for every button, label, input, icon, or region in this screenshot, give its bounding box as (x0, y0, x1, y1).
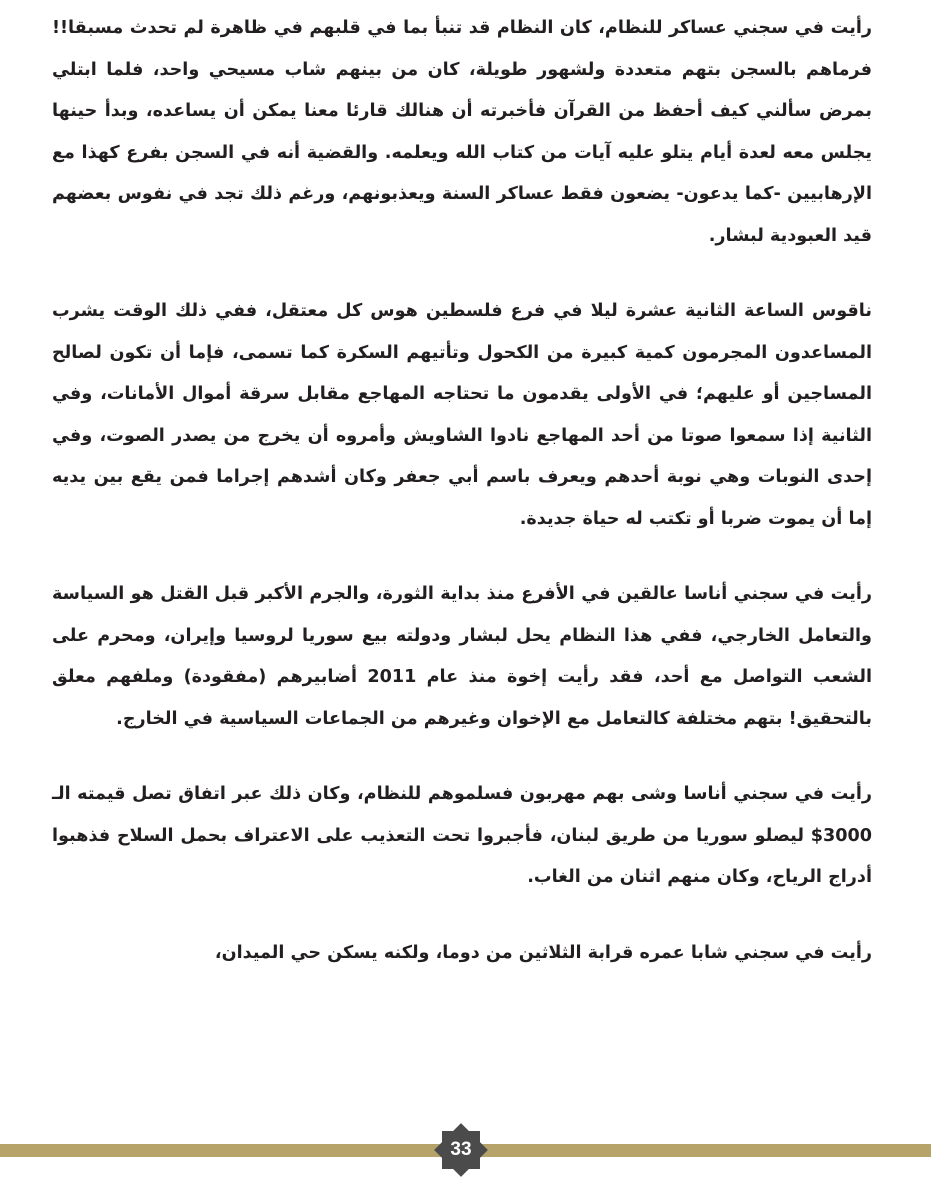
page-number: 33 (450, 1139, 472, 1160)
paragraph-3: رأيت في سجني أناسا عالقين في الأفرع منذ بداية الثورة، والجرم الأكبر قبل القتل هو السياسة والتعامل الخارجي، ففي هذا النظام يحل لبشار ودولته بيع سوريا لروسيا وإيران، ومحرم على الشعب التواصل مع أحد، فقد رأيت إخوة منذ عام 2011 أضابيرهم (مفقودة) وملفهم معلق بالتحقيق! بتهم مختلفة كالتعامل مع الإخوان وغيرهم من الجماعات السياسية في الخارج. (52, 584, 872, 729)
paragraph-5: رأيت في سجني شابا عمره قرابة الثلاثين من دوما، ولكنه يسكن حي الميدان، (214, 942, 872, 963)
page-number-badge (432, 1121, 490, 1179)
paragraph-2: ناقوس الساعة الثانية عشرة ليلا في فرع فلسطين هوس كل معتقل، ففي ذلك الوقت يشرب المساعدون المجرمون كمية كبيرة من الكحول وتأتيهم السكرة كما تسمى، فإما أن تكون لصالح المساجين أو عليهم؛ في الأولى يقدمون ما تحتاجه المهاجع مقابل سرقة أموال الأمانات، وفي الثانية إذا سمعوا صوتا من أحد المهاجع نادوا الشاويش وأمروه أن يخرج من يصدر الصوت، وفي إحدى النوبات وهي نوبة أحدهم ويعرف باسم أبي جعفر وكان أشدهم إجراما فمن يقع بين يديه إما أن يموت ضربا أو تكتب له حياة جديدة. (52, 301, 872, 529)
paragraph-4: رأيت في سجني أناسا وشى بهم مهربون فسلموهم للنظام، وكان ذلك عبر اتفاق تصل قيمته الـ 3000$ ليصلو سوريا من طريق لبنان، فأجبروا تحت التعذيب على الاعتراف بحمل السلاح فذهبوا أدراج الرياح، وكان منهم اثنان من الغاب. (52, 784, 872, 887)
page-body (52, 8, 872, 974)
paragraph-1: رأيت في سجني عساكر للنظام، كان النظام قد تنبأ بما في قلبهم في ظاهرة لم تحدث مسبقا!! فرماهم بالسجن بتهم متعددة ولشهور طويلة، كان من بينهم شاب مسيحي واحد، فلما ابتلي بمرض سألني كيف أحفظ من القرآن فأخبرته أن هنالك قارئا معنا يمكن أن يساعده، وبدأ حينها يجلس معه لعدة أيام يتلو عليه آيات من كتاب الله ويعلمه. والقضية أنه في السجن بفرع كهذا مع الإرهابيين -كما يدعون- يضعون فقط عساكر السنة ويعذبونهم، ورغم ذلك تجد في نفوس بعضهم قيد العبودية لبشار. (52, 18, 872, 246)
